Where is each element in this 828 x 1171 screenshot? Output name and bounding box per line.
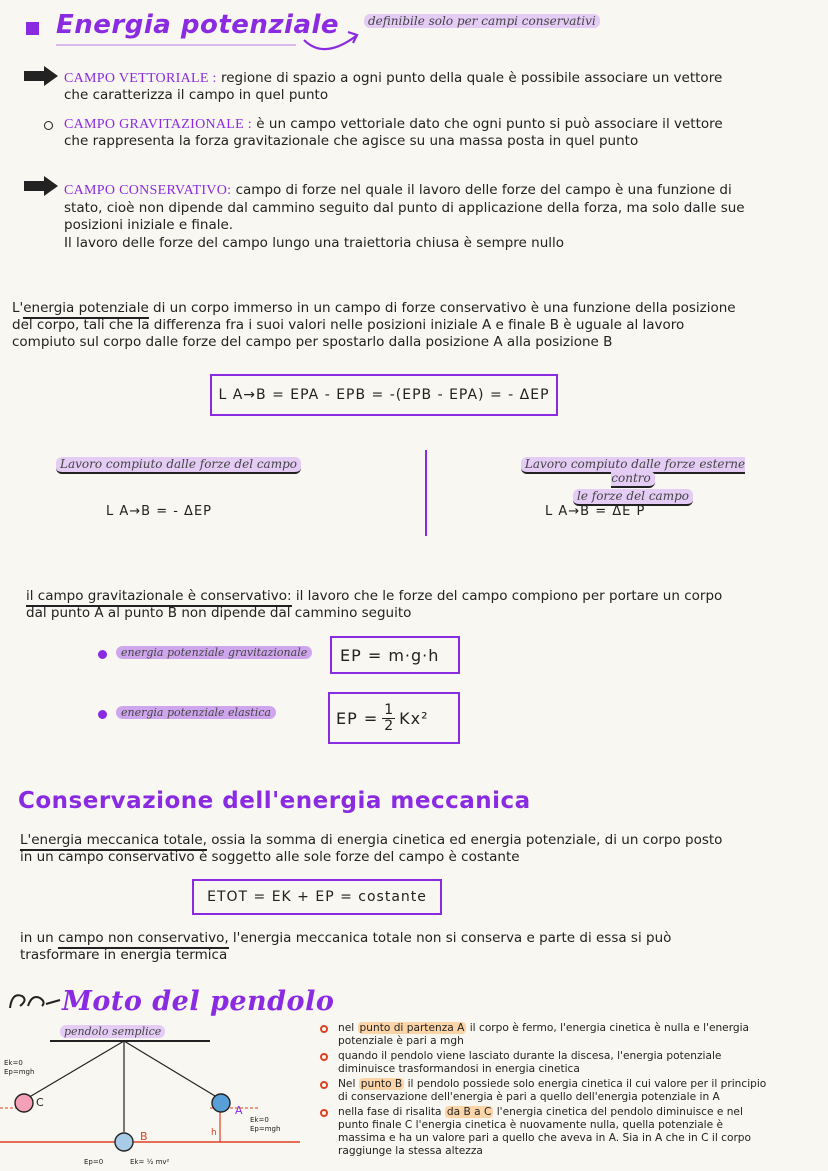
bullet-text — [338, 1050, 721, 1076]
formula-box-main — [210, 374, 558, 416]
label-point-c: C — [36, 1096, 44, 1109]
label-b-ek: Ek= ½ mv² — [130, 1158, 170, 1166]
highlight: punto di partenza A — [359, 1022, 465, 1034]
bullet-text — [338, 1078, 766, 1104]
text: l'energia cinetica del pendolo diminuisce e nel — [493, 1106, 743, 1118]
fraction-num: 1 — [384, 701, 394, 718]
list-item — [320, 1078, 820, 1104]
bob-c — [15, 1094, 33, 1112]
label-a-ek: Ek=0 — [250, 1116, 269, 1124]
label-text: le forze del campo — [573, 489, 693, 506]
text: di conservazione dell'energia è pari a quello dell'energia potenziale in A — [338, 1091, 720, 1103]
def-campo-vettoriale — [64, 70, 814, 104]
text: Nel — [338, 1078, 359, 1090]
list-item — [320, 1106, 820, 1158]
text: quando il pendolo viene lasciato durante la discesa, l'energia potenziale — [338, 1050, 722, 1062]
highlight: da B a C — [446, 1106, 492, 1118]
label-h: h — [211, 1128, 217, 1138]
formula-elastica-left: EP = — [336, 708, 379, 728]
term-campo-gravitazionale: CAMPO GRAVITAZIONALE : — [64, 117, 252, 132]
ring-bullet-icon — [320, 1081, 328, 1089]
def-text: che rappresenta la forza gravitazionale che agisce su una massa posta in quel punto — [64, 133, 639, 149]
formula-box-totale — [192, 879, 442, 915]
pendulum-diagram — [0, 1036, 310, 1171]
def-campo-conservativo — [64, 182, 824, 252]
text: ossia la somma di energia cinetica ed energia potenziale, di un corpo posto — [206, 832, 723, 848]
arrow-bullet-icon — [22, 174, 60, 198]
bullet-text — [338, 1022, 749, 1048]
label-point-b: B — [140, 1130, 148, 1143]
highlight-energia-meccanica: L'energia meccanica totale, — [20, 832, 207, 851]
text: trasformare in energia termica — [20, 947, 228, 963]
swirl-icon — [6, 988, 64, 1012]
list-item — [320, 1022, 820, 1048]
title-underline — [56, 44, 296, 46]
label-energia-elastica: energia potenziale elastica — [116, 706, 276, 719]
text: raggiunge la stessa altezza — [338, 1145, 483, 1157]
ring-bullet-icon — [320, 1025, 328, 1033]
para-energia-meccanica — [20, 832, 820, 866]
highlight-conservativo: il campo gravitazionale è conservativo: — [26, 588, 292, 607]
text: il lavoro che le forze del campo compiono per portare un corpo — [291, 588, 723, 604]
list-item — [320, 1050, 820, 1076]
column-divider — [425, 450, 427, 536]
formula-box-gravitazionale — [330, 636, 460, 674]
text: L' — [12, 300, 24, 316]
text: in un campo conservativo è soggetto alle sole forze del campo è costante — [20, 849, 520, 865]
def-text: regione di spazio a ogni punto della quale è possibile associare un vettore — [220, 70, 723, 86]
para-non-conservativo — [20, 930, 820, 964]
def-text: è un campo vettoriale dato che ogni punto si può associare il vettore — [256, 116, 723, 132]
text: punto finale C l'energia cinetica è nuovamente nulla, quella potenziale è — [338, 1119, 724, 1131]
def-text: che caratterizza il campo in quel punto — [64, 87, 329, 103]
section-title-moto-pendolo: Moto del pendolo — [62, 986, 335, 1017]
formula-gravitazionale: EP = m·g·h — [340, 645, 440, 665]
label-pendolo-semplice: pendolo semplice — [60, 1025, 165, 1038]
formula-elastica-right: Kx² — [399, 708, 429, 728]
label-b-ep: Ep=0 — [84, 1158, 104, 1166]
label-lavoro-forze-campo — [56, 457, 301, 471]
label-lavoro-forze-esterne — [498, 457, 768, 506]
text: nella fase di risalita — [338, 1106, 445, 1118]
def-text: stato, cioè non dipende dal cammino seguito dal punto di applicazione della forza, ma solo dalle sue — [64, 199, 745, 216]
label-c-ek: Ek=0 — [4, 1059, 23, 1067]
text: dal punto A al punto B non dipende dal cammino seguito — [26, 605, 412, 621]
text: in un — [20, 930, 59, 946]
bullet-text — [338, 1106, 751, 1158]
def-text: campo di forze nel quale il lavoro delle forze del campo è una funzione di — [235, 182, 732, 198]
label-energia-gravitazionale: energia potenziale gravitazionale — [116, 646, 312, 659]
def-text: posizioni iniziale e finale. — [64, 217, 234, 233]
highlight-energia-potenziale: energia potenziale — [23, 300, 149, 319]
formula-right: L A→B = ΔE P — [545, 504, 646, 519]
section-title-conservazione: Conservazione dell'energia meccanica — [18, 788, 531, 814]
para-campo-gravitazionale — [26, 588, 826, 622]
label-text: Lavoro compiuto dalle forze esterne contro — [521, 457, 745, 488]
text: il pendolo possiede solo energia cinetica il cui valore per il principio — [404, 1078, 767, 1090]
term-campo-vettoriale: CAMPO VETTORIALE : — [64, 71, 217, 86]
formula-box-elastica — [328, 692, 460, 744]
text: massima e ha un valore pari a quello che aveva in A. Sia in A che in C il corpo — [338, 1132, 752, 1144]
def-campo-gravitazionale — [64, 116, 824, 150]
note-conservative-only: definibile solo per campi conservativi — [364, 14, 600, 28]
formula-totale: ETOT = EK + EP = costante — [207, 889, 427, 905]
bob-b — [115, 1133, 133, 1151]
highlight-non-conservativo: campo non conservativo, — [58, 930, 229, 949]
section-bullet-icon — [26, 22, 39, 35]
term-campo-conservativo: CAMPO CONSERVATIVO: — [64, 183, 232, 198]
label-c-ep: Ep=mgh — [4, 1068, 35, 1076]
text: potenziale è pari a mgh — [338, 1035, 464, 1047]
para-energia-potenziale — [12, 300, 822, 351]
curved-arrow-icon — [300, 26, 362, 56]
section-title-energia-potenziale: Energia potenziale — [56, 10, 340, 40]
text: l'energia meccanica totale non si conserva e parte di essa si può — [228, 930, 672, 946]
fraction — [382, 703, 395, 734]
text: compiuto sul corpo dalle forze del campo per spostarlo dalla posizione A alla posizione B — [12, 334, 613, 350]
text: nel — [338, 1022, 358, 1034]
pendulum-bullets — [320, 1022, 820, 1158]
arrow-bullet-icon — [22, 64, 60, 88]
ring-bullet-icon — [320, 1109, 328, 1117]
highlight: punto B — [360, 1078, 403, 1090]
text: del corpo, tali che la differenza fra i suoi valori nelle posizioni iniziale A e finale B è uguale al lavoro — [12, 317, 685, 333]
def-text: Il lavoro delle forze del campo lungo una traiettoria chiusa è sempre nullo — [64, 234, 565, 251]
text: il corpo è fermo, l'energia cinetica è nulla e l'energia — [466, 1022, 750, 1034]
formula-left: L A→B = - ΔEP — [106, 504, 213, 519]
fraction-den: 2 — [384, 717, 394, 734]
label-a-ep: Ep=mgh — [250, 1125, 281, 1133]
circle-bullet-icon — [44, 121, 53, 130]
bullet-dot-icon — [98, 710, 107, 719]
text: diminuisce trasformandosi in energia cinetica — [338, 1063, 580, 1075]
ring-bullet-icon — [320, 1053, 328, 1061]
label-text: Lavoro compiuto dalle forze del campo — [56, 457, 301, 474]
bob-a — [212, 1094, 230, 1112]
bullet-dot-icon — [98, 650, 107, 659]
text: di un corpo immerso in un campo di forze conservativo è una funzione della posizione — [148, 300, 736, 316]
formula-main: L A→B = EPA - EPB = -(EPB - EPA) = - ΔEP — [218, 387, 550, 403]
label-point-a: A — [235, 1104, 243, 1117]
